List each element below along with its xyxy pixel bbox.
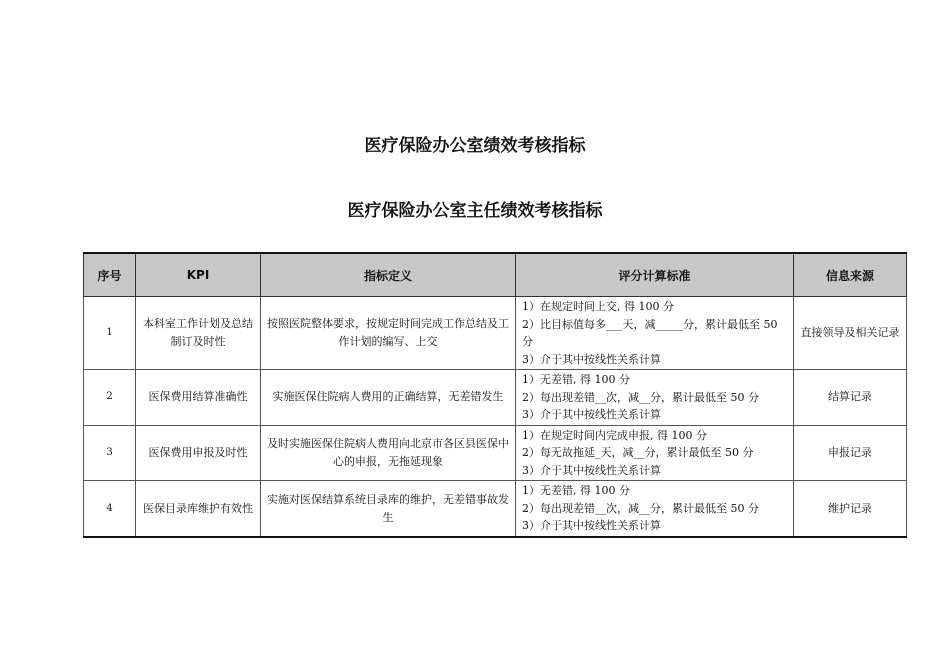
info-source: 直接领导及相关记录 <box>794 297 907 370</box>
kpi-name: 医保费用结算准确性 <box>136 370 261 426</box>
row-number: 3 <box>84 425 136 481</box>
kpi-name: 医保费用申报及时性 <box>136 425 261 481</box>
kpi-table <box>83 252 907 538</box>
table-row <box>84 425 907 481</box>
header-no: 序号 <box>84 253 136 297</box>
criteria-line: 3）介于其中按线性关系计算 <box>522 463 661 477</box>
kpi-name: 本科室工作计划及总结制订及时性 <box>136 297 261 370</box>
criteria-line: 3）介于其中按线性关系计算 <box>522 519 661 533</box>
criteria-line: 1）在规定时间上交, 得 100 分 <box>522 300 674 313</box>
scoring-criteria <box>516 297 794 370</box>
document-title: 医疗保险办公室绩效考核指标 <box>364 136 586 156</box>
criteria-line: 2）每无故拖延_天，减__分，累计最低至 50 分 <box>522 446 754 459</box>
criteria-line: 3）介于其中按线性关系计算 <box>522 408 661 421</box>
info-source: 申报记录 <box>794 425 907 481</box>
header-definition: 指标定义 <box>261 253 516 297</box>
table-row <box>84 481 907 538</box>
row-number: 4 <box>84 481 136 538</box>
table-row <box>84 370 907 426</box>
criteria-line: 2）每出现差错__次，减__分，累计最低至 50 分 <box>522 390 759 404</box>
info-source: 结算记录 <box>794 370 907 426</box>
row-number: 1 <box>84 297 136 370</box>
kpi-definition: 实施医保住院病人费用的正确结算，无差错发生 <box>261 370 516 426</box>
info-source: 维护记录 <box>794 481 907 538</box>
scoring-criteria <box>516 425 794 481</box>
header-kpi: KPI <box>136 253 261 297</box>
criteria-line: 1）无差错, 得 100 分 <box>522 373 630 386</box>
criteria-line: 1）无差错, 得 100 分 <box>522 484 630 498</box>
criteria-line: 3）介于其中按线性关系计算 <box>522 352 661 366</box>
header-source: 信息来源 <box>794 253 907 297</box>
table-row <box>84 297 907 370</box>
scoring-criteria <box>516 370 794 426</box>
kpi-definition: 及时实施医保住院病人费用向北京市各区县医保中心的申报，无拖延现象 <box>261 425 516 481</box>
scoring-criteria <box>516 481 794 538</box>
row-number: 2 <box>84 370 136 426</box>
header-criteria: 评分计算标准 <box>516 253 794 297</box>
kpi-definition: 按照医院整体要求，按规定时间完成工作总结及工作计划的编写、上交 <box>261 297 516 370</box>
table-header-row <box>84 253 907 297</box>
document-subtitle: 医疗保险办公室主任绩效考核指标 <box>347 201 603 221</box>
kpi-definition: 实施对医保结算系统目录库的维护，无差错事故发生 <box>261 481 516 538</box>
kpi-name: 医保目录库维护有效性 <box>136 481 261 538</box>
criteria-line: 2）每出现差错__次，减__分，累计最低至 50 分 <box>522 501 759 515</box>
criteria-line: 2）比目标值每多___天，减_____分，累计最低至 50 分 <box>522 317 778 348</box>
criteria-line: 1）在规定时间内完成申报, 得 100 分 <box>522 428 707 442</box>
